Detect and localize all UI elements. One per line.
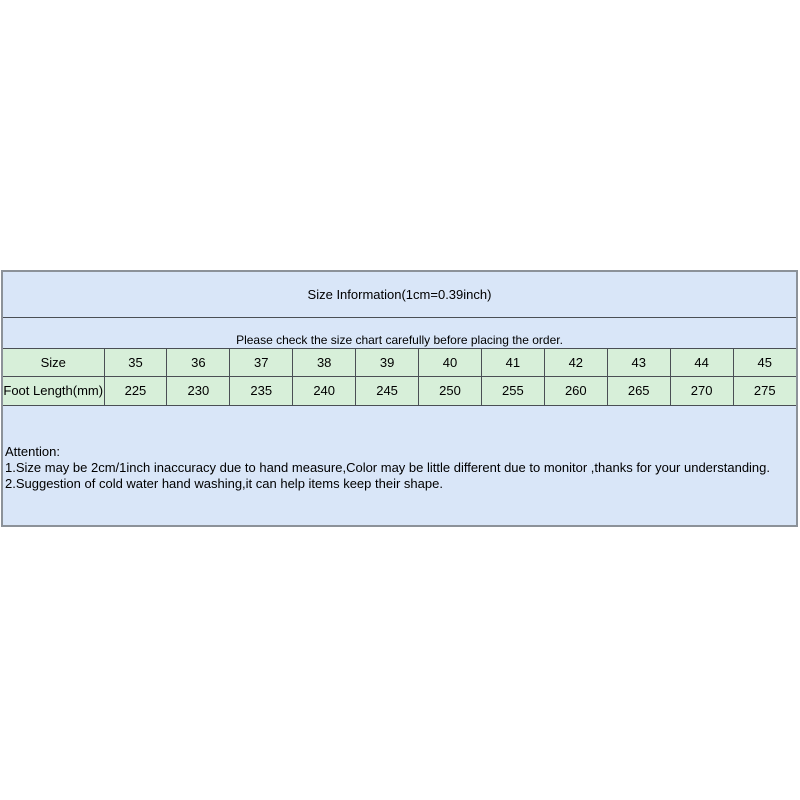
size-info-panel [1, 270, 798, 527]
foot-length-cell: 265 [607, 376, 670, 405]
row-header-foot-length: Foot Length(mm) [3, 376, 104, 405]
attention-block [3, 405, 796, 492]
size-value-cell: 43 [607, 349, 670, 376]
panel-subtitle: Please check the size chart carefully before placing the order. [3, 317, 796, 349]
size-value-cell: 36 [167, 349, 230, 376]
foot-length-cell: 225 [104, 376, 167, 405]
size-value-cell: 37 [230, 349, 293, 376]
size-value-cell: 44 [670, 349, 733, 376]
size-value-cell: 39 [356, 349, 419, 376]
attention-line: 2.Suggestion of cold water hand washing,it can help items keep their shape. [5, 476, 443, 491]
foot-length-cell: 235 [230, 376, 293, 405]
attention-heading: Attention: [5, 444, 60, 459]
foot-length-cell: 260 [544, 376, 607, 405]
size-value-cell: 40 [419, 349, 482, 376]
size-value-cell: 38 [293, 349, 356, 376]
foot-length-cell: 245 [356, 376, 419, 405]
row-header-size: Size [3, 349, 104, 376]
size-table [3, 349, 796, 405]
table-row-size [3, 349, 796, 376]
size-value-cell: 35 [104, 349, 167, 376]
size-value-cell: 41 [481, 349, 544, 376]
size-value-cell: 45 [733, 349, 796, 376]
foot-length-cell: 250 [419, 376, 482, 405]
foot-length-cell: 275 [733, 376, 796, 405]
attention-line: 1.Size may be 2cm/1inch inaccuracy due to hand measure,Color may be little different due to monitor ,thanks for your understanding. [5, 460, 771, 475]
foot-length-cell: 240 [293, 376, 356, 405]
panel-title: Size Information(1cm=0.39inch) [3, 272, 796, 317]
foot-length-cell: 270 [670, 376, 733, 405]
foot-length-cell: 230 [167, 376, 230, 405]
table-row-foot-length [3, 376, 796, 405]
foot-length-cell: 255 [481, 376, 544, 405]
size-value-cell: 42 [544, 349, 607, 376]
